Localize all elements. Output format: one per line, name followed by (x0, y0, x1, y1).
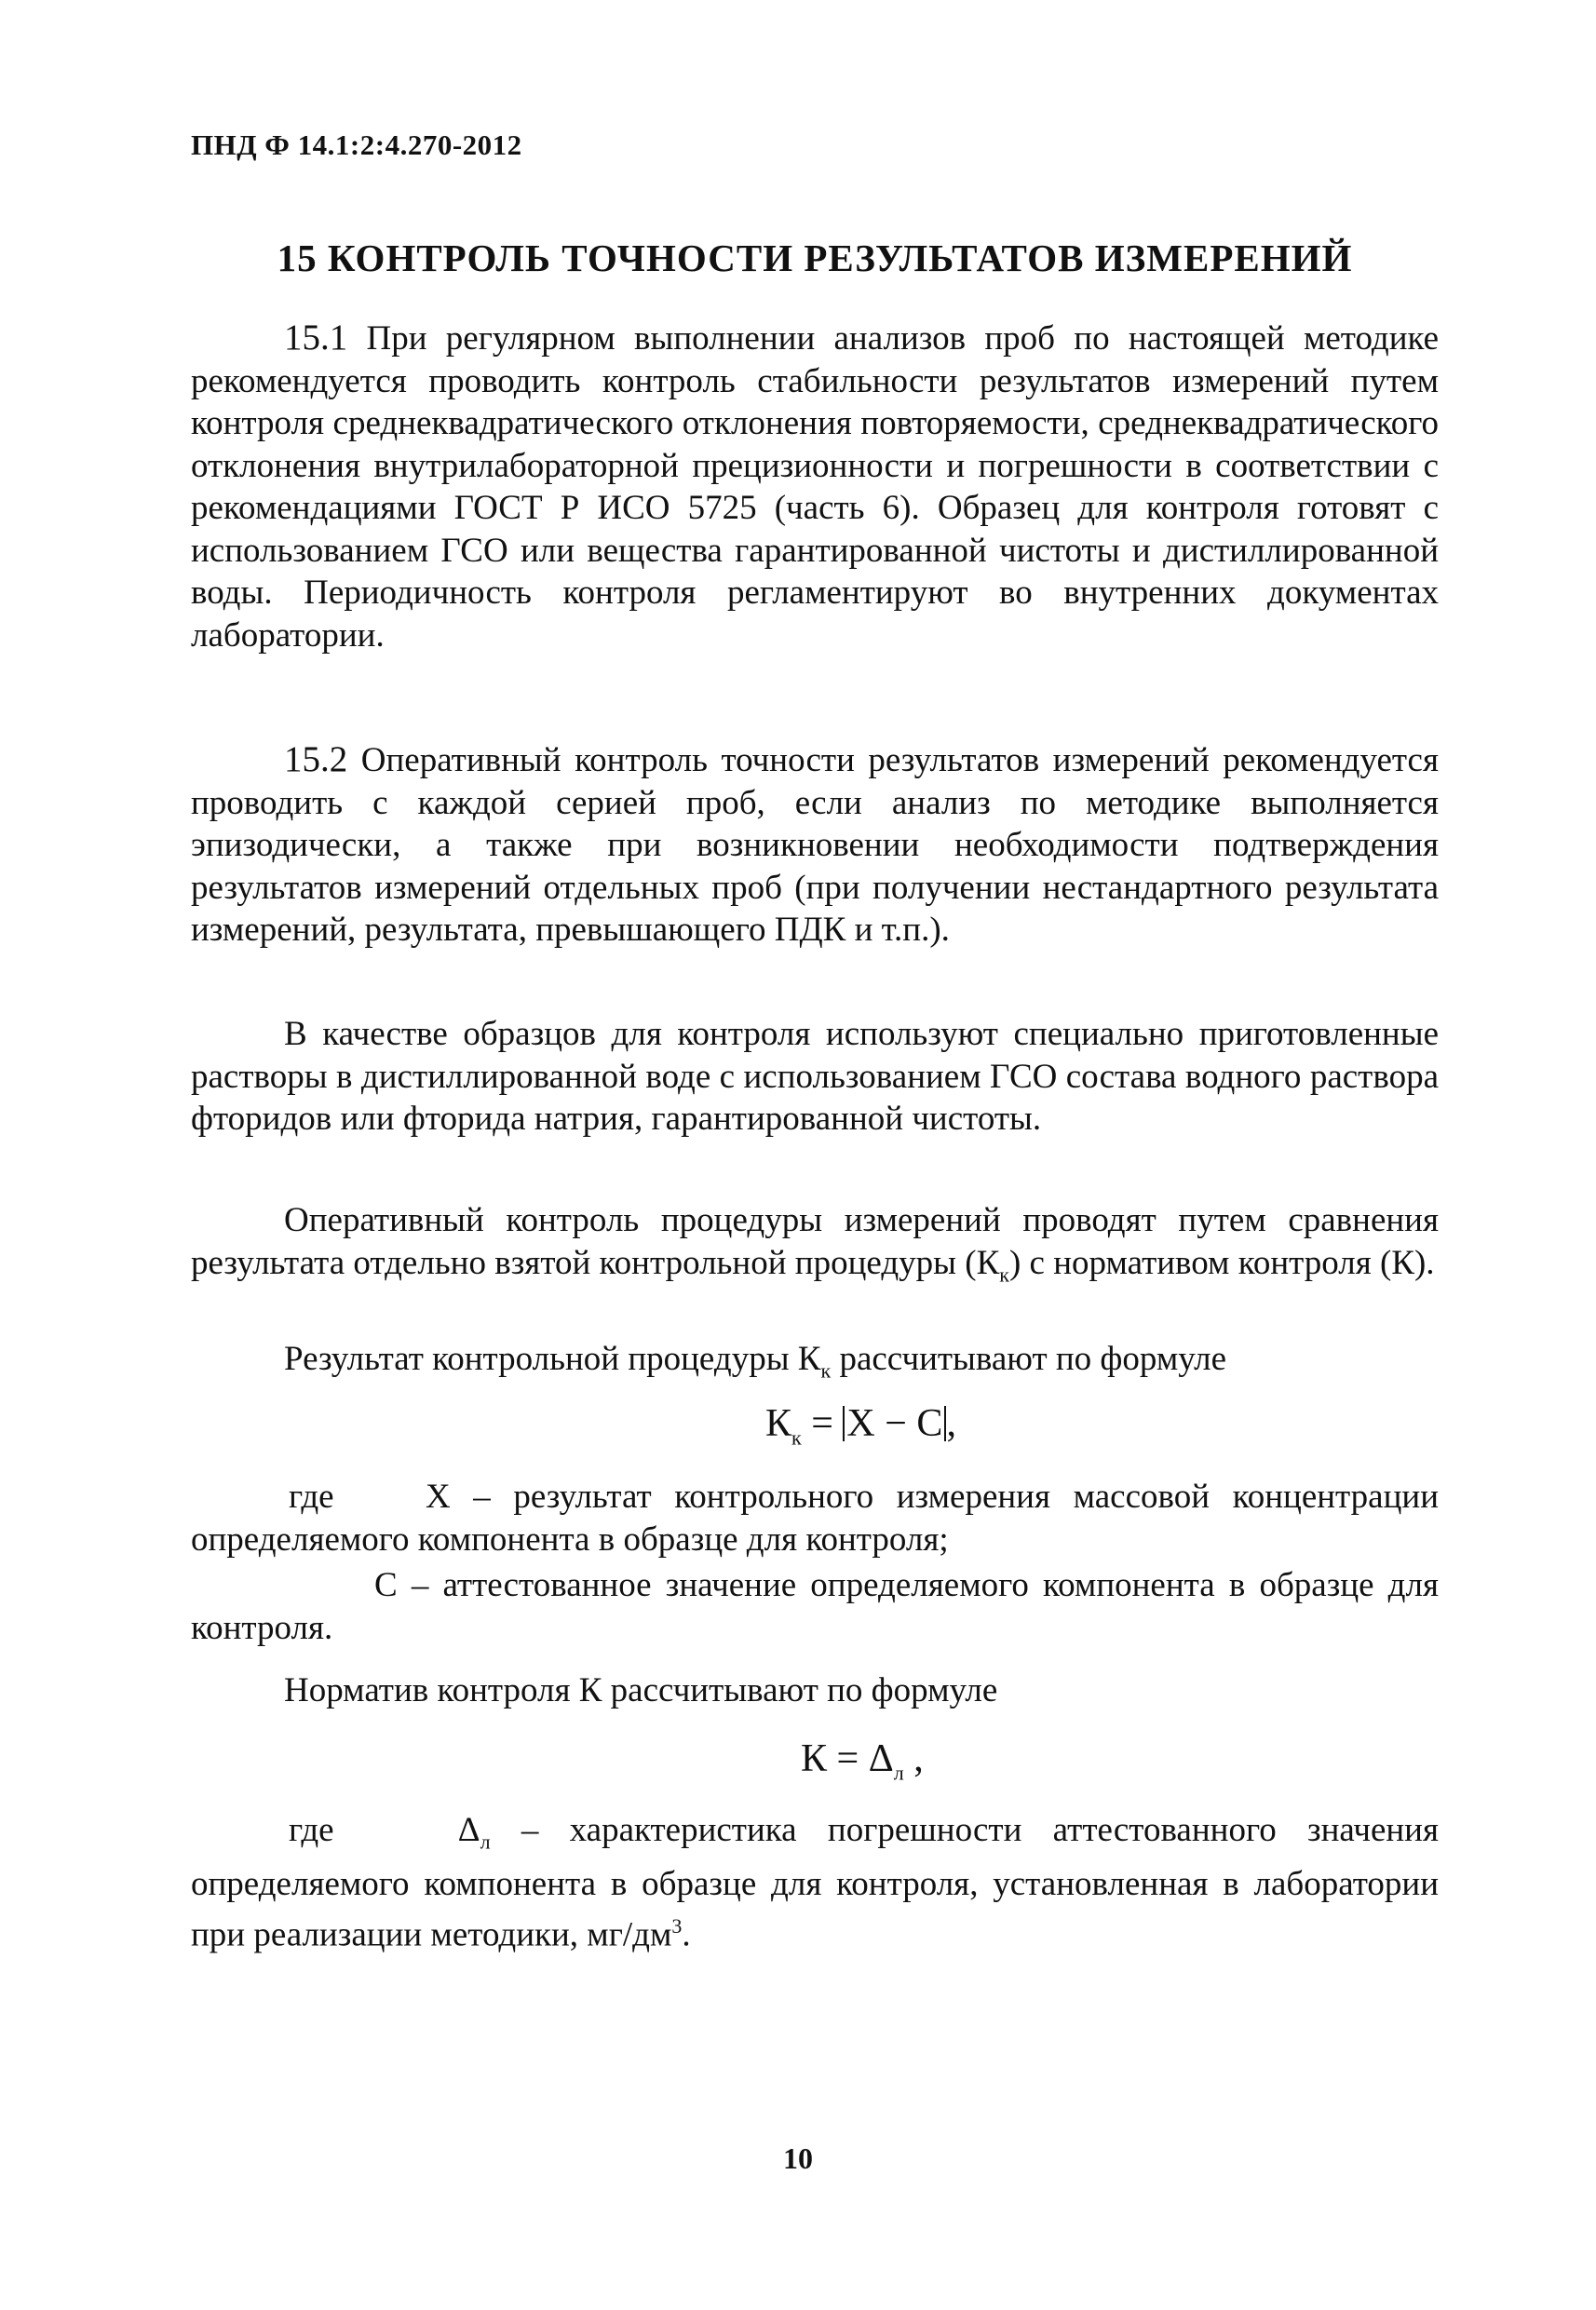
delta-symbol: Δ (457, 1811, 480, 1849)
where-delta-definition (191, 1809, 1439, 1956)
paragraph-text: Результат контрольной процедуры К (284, 1340, 821, 1378)
paragraph-samples: В качестве образцов для контроля используют специально приготовленные растворы в дистиллированной воде с использованием ГСО состава водного раствора фторидов или фторида натрия, гарантированной чистоты. (191, 1015, 1439, 1138)
unit-superscript: 3 (671, 1914, 683, 1939)
definition-text: – характеристика погрешности аттестованного значения определяемого компонента в образце для контроля, установленная в лаборатории при реализации методики, мг/дм (191, 1811, 1439, 1954)
paragraph-norm-formula-intro: Норматив контроля К рассчитывают по формуле (284, 1671, 998, 1709)
paragraph-text-tail: ) с нормативом контроля (К). (1008, 1243, 1435, 1282)
where-c-definition: С – аттестованное значение определяемого компонента в образце для контроля. (191, 1566, 1439, 1647)
where-x-definition (191, 1476, 1439, 1560)
paragraph-15-2 (191, 738, 1439, 952)
formula-rhs: Δ (868, 1737, 894, 1780)
delta-subscript: л (480, 1830, 491, 1854)
formula-trail: , (903, 1737, 924, 1780)
definition-end: . (682, 1915, 691, 1954)
paragraph-text-tail: рассчитывают по формуле (831, 1340, 1227, 1378)
paragraph-text: При регулярном выполнении анализов проб по настоящей методике рекомендуется проводить контроль стабильности результатов измерений путем контроля среднеквадратического отклонения повторяемости, среднеквадратического отклонения внутрилабораторной прецизионности и погрешности в соответствии с рекомендациями ГОСТ Р ИСО 5725 (часть 6). Образец для контроля готовят с использованием ГСО или вещества гарантированной чистоты и дистиллированной воды. Периодичность контроля регламентируют во внутренних документах лаборатории. (191, 319, 1439, 655)
paragraph-operative-control (191, 1199, 1439, 1295)
document-code: ПНД Ф 14.1:2:4.270-2012 (191, 128, 522, 161)
where-label: где (289, 1811, 334, 1849)
subscript: к (999, 1262, 1009, 1286)
where-label: где (289, 1478, 334, 1516)
formula-lhs: К (801, 1737, 828, 1780)
section-title: 15 КОНТРОЛЬ ТОЧНОСТИ РЕЗУЛЬТАТОВ ИЗМЕРЕНИЙ (277, 236, 1353, 279)
page-number: 10 (783, 2141, 813, 2175)
formula-lhs-subscript: к (791, 1425, 802, 1450)
clause-number: 15.1 (284, 317, 348, 358)
formula-absolute-value: X − C (843, 1406, 946, 1441)
formula-k (801, 1736, 924, 1785)
paragraph-15-1 (191, 317, 1439, 656)
paragraph-text: Оперативный контроль процедуры измерений проводят путем сравнения результата отдельно взятой контрольной процедуры (К (191, 1201, 1439, 1282)
formula-rhs-subscript: л (893, 1761, 904, 1785)
paragraph-text: Оперативный контроль точности результатов измерений рекомендуется проводить с каждой серией проб, если анализ по методике выполняется эпизодически, а также при возникновении необходимости подтверждения результатов измерений отдельных проб (при получении нестандартного результата измерений, результата, превышающего ПДК и т.п.). (191, 741, 1439, 949)
formula-equals: = (801, 1402, 844, 1445)
definition-text: X – результат контрольного измерения массовой концентрации определяемого компонента в образце для контроля; (191, 1478, 1439, 1559)
clause-number: 15.2 (284, 739, 348, 779)
formula-kk (765, 1401, 956, 1450)
subscript: к (820, 1358, 832, 1383)
paragraph-result-formula-intro (191, 1338, 1439, 1392)
formula-equals: = (827, 1737, 869, 1780)
formula-lhs: К (765, 1402, 792, 1445)
formula-trail: , (946, 1402, 956, 1445)
